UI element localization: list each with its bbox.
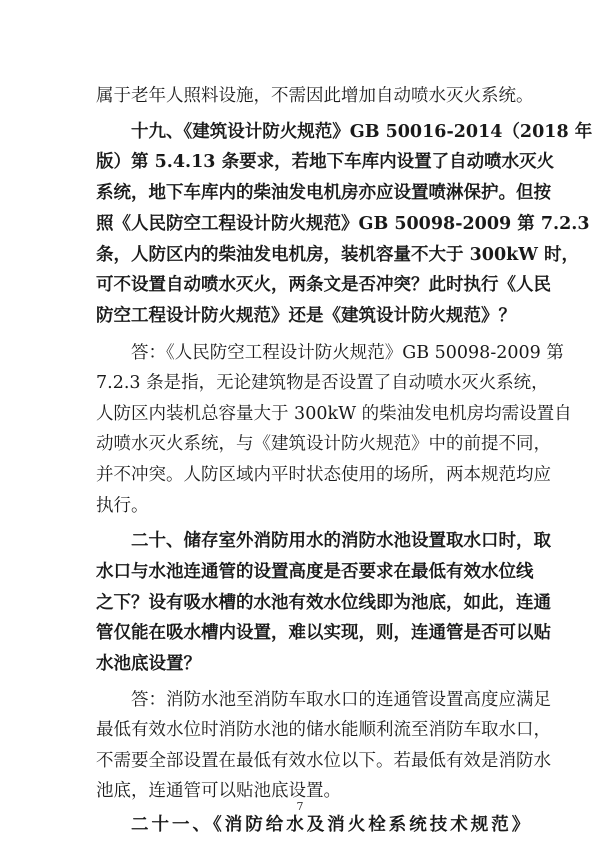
question-20-line: 水口与水池连通管的设置高度是否要求在最低有效水位线 — [96, 562, 534, 582]
answer-19-line: 7.2.3 条是指，无论建筑物是否设置了自动喷水灭火系统， — [96, 373, 549, 393]
question-19-line: 条，人防区内的柴油发电机房，装机容量不大于 300kW 时， — [96, 245, 579, 265]
answer-19-line: 人防区内装机总容量大于 300kW 的柴油发电机房均需设置自 — [96, 404, 572, 424]
text-line: 属于老年人照料设施，不需因此增加自动喷水灭火系统。 — [96, 86, 534, 106]
answer-20-line: 最低有效水位时消防水池的储水能顺利流至消防车取水口， — [96, 720, 551, 740]
answer-20-line: 池底，连通管可以贴池底设置。 — [96, 781, 341, 801]
question-19-line: 照《人民防空工程设计防火规范》GB 50098-2009 第 7.2.3 — [96, 214, 590, 234]
page-number: 7 — [296, 800, 304, 813]
answer-20-line: 不需要全部设置在最低有效水位以下。若最低有效是消防水 — [96, 751, 551, 771]
question-20-line: 管仅能在吸水槽内设置，难以实现，则，连通管是否可以贴 — [96, 623, 551, 643]
answer-19-line: 动喷水灭火系统，与《建筑设计防火规范》中的前提不同， — [96, 434, 551, 454]
question-19-line: 可不设置自动喷水灭火，两条文是否冲突？此时执行《人民 — [96, 275, 551, 295]
question-19-line: 版）第 5.4.13 条要求，若地下车库内设置了自动喷水灭火 — [96, 152, 555, 172]
question-19-line: 系统，地下车库内的柴油发电机房亦应设置喷淋保护。但按 — [96, 183, 551, 203]
question-20-line: 二十、储存室外消防用水的消防水池设置取水口时，取 — [131, 531, 551, 551]
answer-19-line: 答：《人民防空工程设计防火规范》GB 50098-2009 第 — [131, 343, 564, 363]
answer-19-line: 并不冲突。人防区域内平时状态使用的场所，两本规范均应 — [96, 465, 551, 485]
section-21-heading: 二十一、《消防给水及消火栓系统技术规范》 — [131, 815, 533, 835]
answer-20-line: 答：消防水池至消防车取水口的连通管设置高度应满足 — [131, 690, 551, 710]
question-20-line: 之下？设有吸水槽的水池有效水位线即为池底，如此，连通 — [96, 593, 551, 613]
answer-19-line: 执行。 — [96, 496, 149, 516]
question-19-line: 防空工程设计防火规范》还是《建筑设计防火规范》？ — [96, 306, 516, 326]
question-19-line: 十九、《建筑设计防火规范》GB 50016-2014（2018 年 — [131, 122, 593, 142]
question-20-line: 水池底设置？ — [96, 654, 201, 674]
